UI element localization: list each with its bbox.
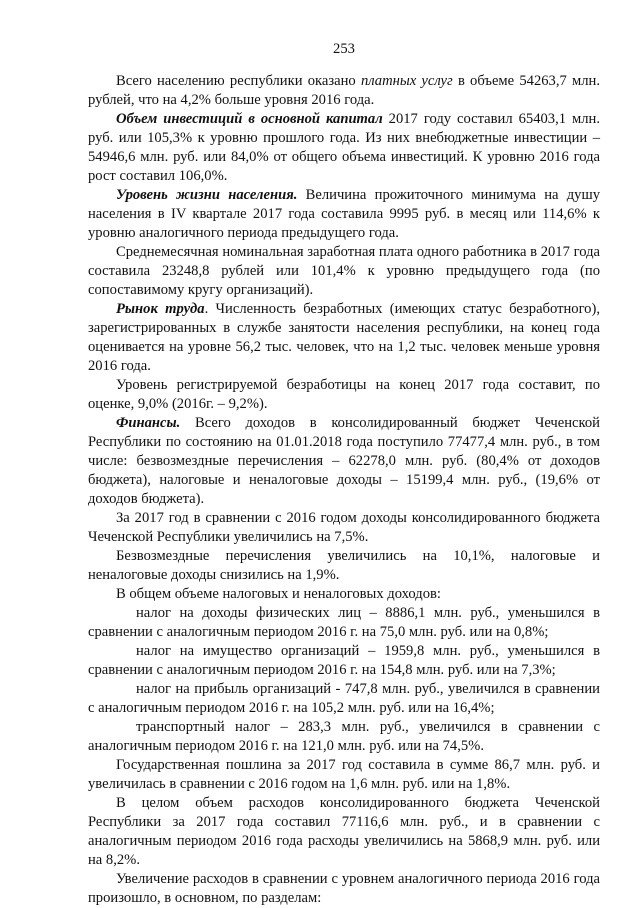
paragraph-expenditures: В целом объем расходов консолидированного бюджета Чеченской Республики за 2017 года составил 77116,6 млн. руб., и в сравнении с аналогичным периодом 2016 года расходы увеличились на 5868,9 млн. руб. или на 8,2%. [88,795,600,868]
paid-services-term: платных услуг [360,73,453,89]
paragraph-text: Всего населению республики оказано [116,73,361,89]
paragraph-revenue-growth: За 2017 год в сравнении с 2016 годом доходы консолидированного бюджета Чеченской Республики увеличились на 7,5%. [88,510,600,545]
paragraph-living-standard [88,186,600,243]
section-lead-living-standard: Уровень жизни населения. [116,187,298,203]
paragraph-state-duty: Государственная пошлина за 2017 год составила в сумме 86,7 млн. руб. и увеличилась в сравнении с 2016 годом на 1,6 млн. руб. или на 1,8%. [88,757,600,792]
section-lead-investments: Объем инвестиций в основной капитал [116,111,383,127]
paragraph-profit-tax: налог на прибыль организаций - 747,8 млн. руб., увеличился в сравнении с аналогичным периодом 2016 г. на 105,2 млн. руб. или на 16,4%; [88,681,600,716]
paragraph-text: Всего доходов в консолидированный бюджет Чеченской Республики по состоянию на 01.01.2018 года поступило 77477,4 млн. руб., в том числе: безвозмездные перечисления – 62278,0 млн. руб. (80,4% от доходов бюджета), налоговые и неналоговые доходы – 15199,4 млн. руб., (19,6% от доходов бюджета). [88,415,600,507]
paragraph-tax-intro: В общем объеме налоговых и неналоговых доходов: [116,586,441,602]
paragraph-text: в объеме 54263,7 млн. рублей, что на 4,2% больше уровня 2016 года. [88,73,600,108]
section-lead-labor-market: Рынок труда [116,301,205,317]
paragraph-expenditure-sections: Увеличение расходов в сравнении с уровнем аналогичного периода 2016 года произошло, в основном, по разделам: [88,871,600,906]
paragraph-text: Величина прожиточного минимума на душу населения в IV квартале 2017 года составила 9995 руб. в месяц или 114,6% к уровню аналогичного периода предыдущего года. [88,187,601,241]
paragraph-wages: Среднемесячная номинальная заработная плата одного работника в 2017 года составила 23248,8 рублей или 101,4% к уровню предыдущего года (по сопоставимому кругу организаций). [88,244,600,298]
paragraph-transfers: Безвозмездные перечисления увеличились на 10,1%, налоговые и неналоговые доходы снизились на 1,9%. [88,548,600,583]
paragraph-transport-tax: транспортный налог – 283,3 млн. руб., увеличился в сравнении с аналогичным периодом 2016 г. на 121,0 млн. руб. или на 74,5%. [88,719,600,754]
paragraph-property-tax: налог на имущество организаций – 1959,8 млн. руб., уменьшился в сравнении с аналогичным периодом 2016 г. на 154,8 млн. руб. или на 7,3%; [88,643,600,678]
paragraph-income-tax: налог на доходы физических лиц – 8886,1 млн. руб., уменьшился в сравнении с аналогичным периодом 2016 г. на 75,0 млн. руб. или на 0,8%; [88,605,600,640]
paragraph-finance [88,414,600,509]
document-body [88,72,600,908]
paragraph-text: . Численность безработных (имеющих статус безработного), зарегистрированных в службе занятости населения республики, на конец года оценивается на уровне 56,2 тыс. человек, что на 1,2 тыс. человек меньше уровня 2016 года. [88,301,600,374]
page-number: 253 [333,41,355,57]
paragraph-text: 2017 году составил 65403,1 млн. руб. или 105,3% к уровню прошлого года. Из них внебюджетные инвестиции – 54946,6 млн. руб. или 84,0% от общего объема инвестиций. К уровню 2016 года рост составил 106,0%. [88,111,600,184]
paragraph-investments [88,110,600,186]
paragraph-unemployment-rate: Уровень регистрируемой безработицы на конец 2017 года составит, по оценке, 9,0% (2016г. – 9,2%). [88,377,600,412]
section-lead-finance: Финансы. [116,415,181,431]
paragraph-labor-market [88,300,600,376]
paragraph-paid-services [88,72,600,110]
